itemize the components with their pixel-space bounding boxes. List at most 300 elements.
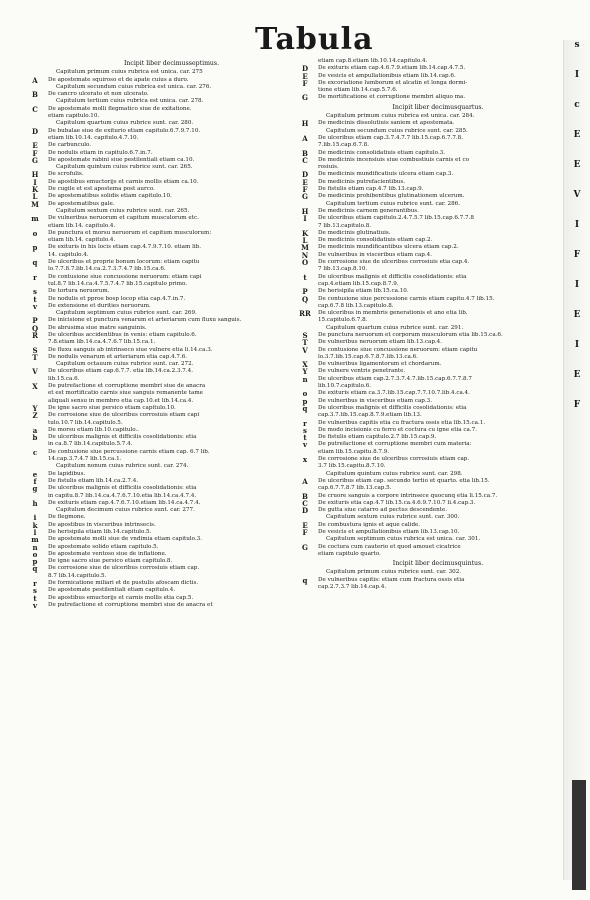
- index-entry: [32, 141, 295, 151]
- index-entry: [318, 463, 558, 470]
- index-entry: [302, 345, 558, 355]
- chapter-heading: [48, 361, 295, 368]
- entry-text: 14. capitulo.4.: [48, 251, 89, 258]
- entry-text: Capitulum secundum cuius rubrica est unica. car. 276.: [56, 83, 212, 90]
- entry-text: De corrosione siue de ulceribus corrosiuis etiam cap.: [318, 456, 470, 463]
- index-entry: [302, 542, 558, 552]
- entry-text: De exituris etiam cap.4.6.7.9.etiam lib.14.cap.4.7.5.: [318, 65, 466, 72]
- entry-text: De vulneribus in visceribus etiam cap.4.: [318, 251, 432, 258]
- chapter-heading: [318, 471, 558, 478]
- index-entry: [318, 223, 558, 230]
- entry-marker: b: [32, 433, 38, 443]
- entry-marker: G: [32, 155, 38, 165]
- entry-text: De contusione siue percussione carnis etiam cap. 6.7 lib.: [48, 448, 210, 455]
- entry-marker: s: [33, 287, 37, 297]
- entry-marker: R: [32, 330, 38, 340]
- index-entry: [302, 360, 558, 370]
- index-entry: [48, 441, 295, 448]
- entry-marker: H: [301, 119, 309, 129]
- index-entry: [33, 294, 295, 304]
- chapter-heading: [318, 569, 558, 576]
- index-entry: [32, 484, 295, 494]
- index-entry: [48, 252, 295, 259]
- chapter-heading: [48, 507, 295, 514]
- entry-marker: I: [33, 177, 37, 187]
- index-entry: [32, 352, 295, 362]
- index-entry: [32, 90, 295, 100]
- entry-marker: K: [301, 228, 309, 238]
- index-entry: [32, 542, 295, 552]
- entry-marker: S: [32, 345, 38, 355]
- entry-text: De vulneribus capitis: etiam cum fractura ossis etia: [318, 576, 465, 583]
- entry-text: De exituris in his locis etiam cap.4.7.9.7.10. etiam lib.: [48, 244, 202, 251]
- entry-text: Capitulum quintum cuius rubrice sunt. car. 298.: [326, 470, 463, 477]
- book-heading: [318, 560, 558, 567]
- book-heading: [48, 60, 295, 67]
- edge-letter: V: [573, 190, 581, 200]
- entry-text: De medicinis mundificatiuis ulcera etiam cap.3.: [318, 171, 454, 178]
- entry-marker: S: [302, 330, 308, 340]
- entry-text: De medicinis prohibentibus glutinationem ulcerum.: [318, 193, 465, 200]
- entry-marker: D: [301, 506, 309, 516]
- entry-text: tul.8.7 lib.14.ca.4.7.5.7.4.7 lib.15.capitulo primo.: [48, 280, 188, 287]
- entry-text: 7.8.etiam lib.14.ca.4.7.6.7 lib.15.ca.1.: [48, 339, 156, 346]
- entry-text: De cugile et est apostema post aurco.: [48, 186, 155, 193]
- index-entry: [31, 199, 295, 209]
- index-entry: [32, 382, 295, 392]
- entry-marker: A: [302, 476, 308, 486]
- index-entry: [48, 135, 295, 142]
- entry-text: Capitulum septimum cuius rubrica est unica. car. 301.: [326, 536, 481, 543]
- edge-letter: I: [574, 220, 580, 230]
- index-entry: [302, 476, 558, 486]
- index-entry: [303, 272, 558, 282]
- index-entry: [31, 170, 295, 180]
- binding-shadow: [572, 780, 586, 890]
- entry-marker: G: [302, 542, 308, 552]
- index-entry: [33, 593, 295, 603]
- entry-marker: r: [33, 579, 37, 589]
- entry-text: De vesicis et ampullationibus etiam lib.13.cap.10.: [318, 529, 460, 535]
- entry-marker: t: [303, 272, 307, 282]
- edge-letter: E: [573, 310, 581, 320]
- edge-letter: F: [573, 250, 581, 260]
- chapter-heading: [318, 113, 558, 120]
- edge-letter: I: [574, 70, 580, 80]
- chapter-heading: [48, 98, 295, 105]
- entry-marker: G: [302, 192, 308, 202]
- entry-marker: C: [32, 104, 38, 114]
- index-entry: [32, 367, 295, 377]
- entry-text: De combustura ignis et aque calide.: [318, 521, 421, 528]
- entry-text: De abrusima siue matre sanguinis.: [48, 324, 147, 331]
- entry-marker: A: [32, 75, 38, 85]
- index-entry: [302, 338, 558, 348]
- index-entry: [33, 476, 295, 486]
- index-entry: [33, 177, 295, 187]
- index-entry: [302, 192, 558, 202]
- index-entry: [48, 339, 295, 346]
- entry-marker: n: [32, 542, 38, 552]
- entry-text: cap.4.etiam lib.15.cap.8.7.9.: [318, 280, 399, 287]
- entry-text: De apostemate squiroso et de apate cuius a duro.: [48, 76, 189, 83]
- index-entry: [303, 418, 558, 428]
- entry-marker: H: [31, 170, 39, 180]
- index-entry: [33, 586, 295, 596]
- entry-marker: t: [33, 593, 37, 603]
- entry-text: De ulceribus accidentibus in venis: etiam capitulo.6.: [48, 331, 197, 338]
- page-title: Tabula: [255, 22, 374, 57]
- entry-text: De cancro ulcerato et non ulcerato.: [48, 91, 149, 98]
- entry-marker: p: [302, 396, 308, 406]
- entry-text: De putrefactione et corruptione membri siue de anacra et: [48, 601, 213, 608]
- entry-marker: E: [302, 177, 308, 187]
- entry-marker: C: [302, 498, 308, 508]
- entry-text: et est mortificatio carnis siue sanguis remanente tame: [48, 390, 203, 397]
- entry-text: lib.15.ca.6.: [48, 375, 80, 382]
- index-entry: [302, 177, 558, 187]
- chapter-heading: [318, 201, 558, 208]
- entry-text: De ulceribus malignis et difficilis cosolidationis: etia: [318, 404, 467, 411]
- entry-marker: s: [303, 425, 307, 435]
- entry-text: De apostematibus solidis etiam capitulo.10.: [48, 193, 172, 200]
- index-entry: [48, 237, 295, 244]
- chapter-heading: [48, 208, 295, 215]
- index-entry: [31, 535, 295, 545]
- entry-marker: F: [32, 148, 38, 158]
- entry-marker: I: [303, 214, 307, 224]
- index-entry: [302, 575, 558, 585]
- entry-text: lib.10.7.capitulo.6.: [318, 383, 372, 390]
- entry-text: Capitulum tertium cuius rubrica est unica. car. 278.: [56, 98, 204, 105]
- index-entry: [31, 214, 295, 224]
- entry-marker: v: [302, 440, 308, 450]
- entry-marker: F: [302, 185, 308, 195]
- index-entry: [318, 584, 558, 591]
- entry-text: De vulneribus neruorum et capitum musculorum etc.: [48, 215, 199, 222]
- entry-marker: q: [32, 564, 38, 574]
- index-entry: [32, 345, 295, 355]
- entry-marker: A: [302, 133, 308, 143]
- entry-marker: T: [302, 338, 308, 348]
- entry-text: in ca.8.7 lib.14.capitulo.5.7.4.: [48, 441, 133, 448]
- index-entry: [301, 258, 558, 268]
- entry-text: De medicinis glutinatiuis.: [318, 229, 391, 236]
- entry-marker: B: [32, 90, 38, 100]
- entry-text: De apostemate molli flegmatico siue de exitatione.: [48, 105, 192, 112]
- entry-text: De apostematibus gale.: [48, 200, 115, 207]
- entry-text: rosiuis.: [318, 164, 339, 171]
- index-entry: [48, 493, 295, 500]
- entry-text: De vulneribus neruorum etiam lib.13.cap.4.: [318, 339, 443, 346]
- entry-text: De carbunculo.: [48, 142, 92, 149]
- index-entry: [318, 58, 558, 65]
- entry-text: cap.3.7.lib.15.cap.8.7.9.etiam lib.13.: [318, 412, 422, 419]
- entry-marker: Y: [302, 367, 308, 377]
- entry-text: De nodulis et pproe bosp locop etia cap.4.7.in.7.: [48, 295, 186, 302]
- entry-marker: V: [32, 367, 38, 377]
- entry-marker: m: [31, 535, 39, 545]
- entry-text: De ulceribus et proprie bonum locorum: etiam capitu: [48, 259, 200, 266]
- entry-text: De flegmone.: [48, 514, 86, 521]
- index-entry: [31, 185, 295, 195]
- index-entry: [302, 374, 558, 384]
- index-entry: [32, 316, 295, 326]
- index-entry: [48, 398, 295, 405]
- entry-text: tulo.10.7 lib.14.capitulo.5.: [48, 419, 123, 426]
- index-entry: [302, 498, 558, 508]
- entry-text: De exituris etiam ca.3.7.lib.15.cap.7.7.10.7.lib.4.ca.4.: [318, 390, 470, 397]
- entry-marker: D: [301, 64, 309, 74]
- entry-text: Capitulum sextum cuius rubrice sunt. car. 300.: [326, 514, 460, 521]
- entry-text: De apostemate pestilentiali etiam capitulo.4.: [48, 587, 176, 594]
- index-entry: [302, 287, 558, 297]
- index-entry: [303, 433, 558, 443]
- entry-text: De apostemate molli siue de vndimia etiam capitulo.3.: [48, 536, 203, 543]
- entry-text: De corrosione siue de ulceribus corrosiuis etia cap.4.: [318, 259, 470, 266]
- entry-text: De putrefactione et corruptione membri siue de anacra: [48, 383, 206, 390]
- index-entry: [302, 330, 558, 340]
- entry-marker: x: [302, 455, 308, 465]
- entry-marker: p: [32, 557, 38, 567]
- index-entry: [301, 294, 558, 304]
- index-entry: [32, 155, 295, 165]
- index-entry: [31, 126, 295, 136]
- index-entry: [32, 258, 295, 268]
- index-entry: [32, 75, 295, 85]
- entry-marker: o: [302, 389, 308, 399]
- entry-text: tione etiam lib.14.cap.5.7.6.: [318, 87, 398, 94]
- entry-marker: M: [31, 199, 39, 209]
- index-entry: [32, 104, 295, 114]
- entry-text: De vesicis et ampullationibus etiam lib.14.cap.6.: [318, 72, 456, 79]
- entry-text: De bubalae siue de exiturio etiam capitulo.6.7.9.7.10.: [48, 127, 201, 134]
- index-entry: [33, 528, 295, 537]
- entry-text: De tortura neruorum.: [48, 288, 110, 295]
- entry-marker: P: [32, 316, 38, 326]
- edge-letter: E: [573, 370, 581, 380]
- entry-text: De vulnere ventris penetrante.: [318, 368, 406, 375]
- index-entry: [301, 206, 558, 216]
- entry-text: De igne sacro siue persico etiam capitulo.8.: [48, 558, 173, 565]
- index-entry: [318, 412, 558, 419]
- entry-text: etiam lib.10.14. capitulo.4.7.10.: [48, 134, 139, 141]
- entry-text: De vulneribus ligamentorum et chordarum.: [318, 361, 442, 368]
- entry-marker: RR: [299, 309, 311, 319]
- entry-marker: t: [33, 294, 37, 304]
- right-column: [299, 58, 558, 591]
- entry-marker: E: [32, 141, 38, 151]
- entry-text: De medicinis consolidatiuis etiam capitulo.3.: [318, 149, 446, 156]
- entry-text: De punctura et morsu neruorum et capitum musculorum:: [48, 229, 212, 236]
- entry-text: De ulceribus etiam cap.3.7.4.7.7 lib.15.cap.6.7.7.8.: [318, 134, 463, 141]
- index-entry: [318, 303, 558, 310]
- index-entry: [301, 170, 558, 180]
- index-entry: [32, 498, 295, 508]
- index-entry: [302, 520, 558, 530]
- entry-text: De cruore sanguis a corpore intrinsece quocunq etia li.15.ca.7.: [318, 492, 498, 499]
- index-entry: [303, 214, 558, 224]
- index-entry: [48, 266, 295, 273]
- entry-text: De ulceribus malignis et difficilis cosolidationis: etia: [48, 485, 197, 492]
- edge-letter: s: [574, 40, 580, 50]
- index-entry: [33, 513, 295, 523]
- entry-marker: v: [32, 301, 38, 311]
- entry-text: Capitulum nonum cuius rubrice sunt. car. 274.: [56, 463, 189, 470]
- entry-text: De coctura cum cauterio et quod amouet cicatrice: [318, 543, 461, 550]
- edge-letter: I: [574, 340, 580, 350]
- index-entry: [318, 281, 558, 288]
- index-entry: [299, 309, 558, 319]
- entry-text: De ulceribus in membris generationis et ano etia lib.: [318, 310, 468, 317]
- book-heading: [318, 104, 558, 111]
- edge-letter: F: [573, 400, 581, 410]
- index-entry: [302, 455, 558, 465]
- entry-text: Incipit liber decimusquartus.: [392, 103, 484, 111]
- entry-marker: E: [302, 520, 308, 530]
- edge-letter: I: [574, 280, 580, 290]
- entry-text: De scrofulis.: [48, 171, 84, 178]
- entry-marker: Y: [32, 403, 38, 413]
- index-entry: [32, 557, 295, 567]
- entry-text: etiam cap.8.etiam lib.10.14.capitulo.4.: [318, 58, 428, 64]
- entry-text: 3.7 lib.15.capitu.8.7.10.: [318, 463, 386, 470]
- entry-text: Incipit liber decimusquintus.: [392, 560, 484, 568]
- entry-marker: o: [32, 549, 38, 559]
- entry-marker: B: [302, 491, 308, 501]
- index-entry: [32, 469, 295, 479]
- entry-marker: B: [302, 148, 308, 158]
- index-entry: [302, 155, 558, 165]
- entry-text: De corrosione siue de ulceribus corrosiuis etiam cap.: [48, 565, 200, 572]
- entry-text: De punctura neruorum et corporum musculorum etia lib.15.ca.6.: [318, 331, 503, 338]
- entry-marker: D: [31, 126, 39, 136]
- index-entry: [33, 272, 295, 282]
- index-entry: [302, 389, 558, 399]
- entry-marker: f: [33, 476, 37, 486]
- entry-text: De medicinis dissolutiuis saniem et apostemata.: [318, 120, 455, 127]
- index-entry: [48, 456, 295, 463]
- entry-marker: o: [32, 228, 38, 238]
- entry-marker: p: [32, 243, 38, 253]
- entry-marker: m: [31, 214, 39, 224]
- entry-text: in capitu.8.7 lib.14.ca.4.7.6.7.10.etia lib.14.ca.4.7.4.: [48, 492, 197, 499]
- entry-text: De corrosione siue de ulceribus corrosiuis etiam capi: [48, 412, 200, 419]
- index-entry: [302, 491, 558, 501]
- entry-text: De excoriatione lumborum et alcatin et longa dormi-: [318, 79, 468, 86]
- entry-marker: k: [32, 520, 38, 530]
- chapter-heading: [318, 325, 558, 332]
- index-entry: [48, 281, 295, 288]
- index-entry: [32, 425, 295, 435]
- entry-text: De ulceribus etiam capitulo.2.4.7.5.7 lib.15.cap.6.7.7.8: [318, 215, 474, 222]
- chapter-heading: [318, 128, 558, 135]
- entry-marker: n: [302, 374, 308, 384]
- index-entry: [318, 142, 558, 149]
- entry-text: De modo incisionis cu ferro et coctura cu igne etia ca.7.: [318, 426, 477, 433]
- index-entry: [32, 148, 295, 158]
- entry-text: De apostemate rabini siue pestilentiali etiam ca.10.: [48, 156, 195, 163]
- index-entry: [302, 78, 558, 88]
- index-entry: [318, 266, 558, 273]
- entry-text: 8.7 lib.14.capitulo.5.: [48, 572, 107, 579]
- entry-text: Capitulum sextum cuius rubrice sunt. car. 265.: [56, 207, 190, 214]
- entry-text: De gutta siue catarro ad pectus descendente.: [318, 507, 448, 514]
- entry-marker: P: [302, 287, 308, 297]
- entry-text: De herisipila etiam lib.15.ca.10.: [318, 288, 409, 295]
- entry-text: De medicinis mundificantibus ulcera etiam cap.2.: [318, 244, 459, 251]
- index-entry: [318, 485, 558, 492]
- entry-text: De lapidibus.: [48, 470, 86, 477]
- index-entry: [48, 113, 295, 120]
- entry-marker: i: [33, 513, 37, 523]
- chapter-heading: [48, 69, 295, 76]
- entry-text: De apostemate ventoso siue de inflatione.: [48, 550, 167, 557]
- entry-text: Capitulum primum cuius rubrica est unica. car. 275: [56, 69, 203, 76]
- entry-marker: r: [33, 272, 37, 282]
- index-entry: [318, 354, 558, 361]
- entry-text: Capitulum tertium cuius rubrice sunt. car. 286.: [326, 200, 460, 207]
- entry-text: cap.6.7.7.8.7 lib.13.cap.5.: [318, 485, 392, 492]
- index-entry: [48, 223, 295, 230]
- index-entry: [32, 228, 295, 238]
- entry-text: Capitulum septimum cuius rubrice sunt. car. 269.: [56, 310, 197, 317]
- index-entry: [302, 185, 558, 195]
- entry-marker: v: [32, 600, 38, 610]
- index-entry: [301, 250, 558, 260]
- chapter-heading: [48, 310, 295, 317]
- entry-marker: h: [32, 498, 38, 508]
- index-entry: [301, 64, 558, 74]
- entry-marker: M: [301, 243, 309, 253]
- index-entry: [302, 440, 558, 450]
- index-entry: [48, 420, 295, 427]
- entry-text: De apostibus in visceribus intrinsecis.: [48, 521, 156, 528]
- entry-text: De apostibus emuctorijs et carnis mollis etiam ca.10.: [48, 178, 199, 185]
- entry-text: etiam lib.14. capitulo.4.: [48, 237, 116, 244]
- entry-marker: e: [32, 469, 38, 479]
- entry-text: De medicinis consolidatiuis etiam cap.2.: [318, 237, 433, 244]
- index-entry: [318, 383, 558, 390]
- entry-marker: V: [302, 345, 308, 355]
- entry-marker: q: [32, 258, 38, 268]
- entry-text: 14.cap.3.7.4.7 lib.15.ca.1.: [48, 456, 122, 463]
- entry-text: De exituris etiam cap.4.7.6.7.10.etiam lib.14.ca.4.7.4.: [48, 499, 201, 506]
- entry-text: De contusione siue concussione neruorum: etiam capi: [48, 273, 202, 280]
- entry-marker: D: [301, 170, 309, 180]
- entry-text: De exituris etia cap.4.7 lib.15.ca.4.6.9.7.10.7 li.4.cap.3.: [318, 499, 476, 506]
- index-entry: [32, 433, 295, 443]
- index-entry: [33, 287, 295, 297]
- entry-text: De putrefactione et corruptione membri cum materia:: [318, 441, 472, 448]
- entry-text: De vulneribus capitis etia cu fractura ossis etia lib.15.ca.1.: [318, 419, 486, 426]
- index-entry: [32, 520, 295, 530]
- entry-text: De herisipila etiam lib.14.capitulo.5.: [48, 529, 152, 535]
- chapter-heading: [318, 514, 558, 521]
- entry-text: aliquali sensu in membro etia cap.10.et lib.14.ca.4.: [48, 397, 194, 404]
- index-entry: [303, 425, 558, 435]
- adjacent-page-edge: [563, 40, 590, 880]
- index-entry: [301, 228, 558, 238]
- chapter-heading: [318, 536, 558, 543]
- entry-marker: Q: [301, 294, 309, 304]
- index-entry: [302, 236, 558, 246]
- entry-text: Capitulum octauum cuius rubrice sunt. car. 272.: [56, 361, 194, 368]
- entry-text: De igne sacro siue persico etiam capitulo.10.: [48, 404, 176, 411]
- index-entry: [318, 551, 558, 558]
- entry-text: De contusione siue concussione neruorum: etiam capitu: [318, 346, 478, 353]
- entry-text: Capitulum quartum cuius rubrice sunt. car. 291.: [326, 324, 464, 331]
